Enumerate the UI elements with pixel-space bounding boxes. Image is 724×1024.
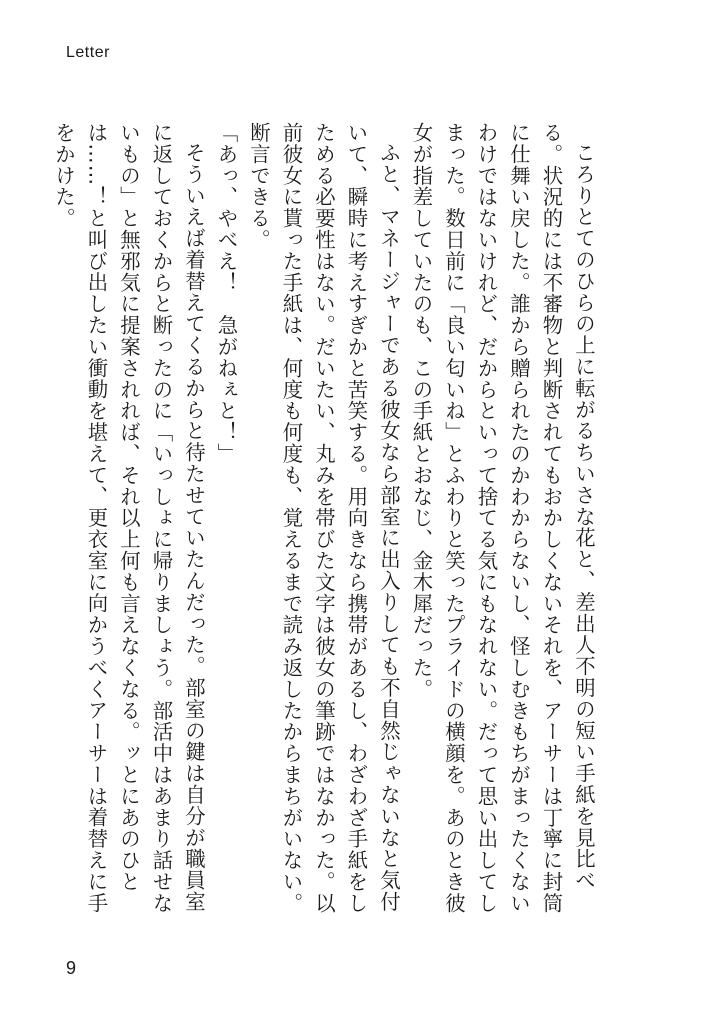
paragraph: ころりとてのひらの上に転がるちいさな花と、差出人不明の短い手紙を見比べる。状況的には不審物と判断されてもおかしくないそれを、アーサーは丁寧に封筒に仕舞い戻した。誰から贈られたのかわからないし、怪しむきもちがまったくないわけではないけれど、だからといって捨てる気にもなれない。だって思い出してしまった。数日前に「良い匂いね」とふわりと笑ったプライドの横顔を。あのとき彼女が指差していたのも、この手紙とおなじ、金木犀だった。 bbox=[409, 122, 596, 914]
paragraph: そういえば着替えてくるからと待たせていたんだった。部室の鍵は自分が職員室に返しておくからと断ったのに「いっしょに帰りましょう。部活中はあまり話せないもの」と無邪気に提案されれば、それ以上何も言えなくなる。ッとにあのひとは……！と叫び出したい衝動を堪えて、更衣室に向かうべくアーサーは着替えに手をかけた。 bbox=[52, 122, 206, 914]
running-header: Letter bbox=[66, 44, 110, 61]
paragraph-dialogue: 「あっ、やべえ！ 急がねぇと！」 bbox=[214, 122, 239, 465]
paragraph: ふと、マネージャーである彼女なら部室に出入りしても不自然じゃないなと気付いて、瞬時に考えすぎかと苦笑する。用向きなら携帯があるし、わざわざ手紙をしためる必要性はない。だいたい、丸みを帯びた文字は彼女の筆跡ではなかった。以前彼女に貰った手紙は、何度も何度も、覚えるまで読み返したからまちがいない。断言できる。 bbox=[247, 122, 401, 914]
body-text bbox=[52, 122, 600, 922]
page-number: 9 bbox=[66, 958, 77, 978]
